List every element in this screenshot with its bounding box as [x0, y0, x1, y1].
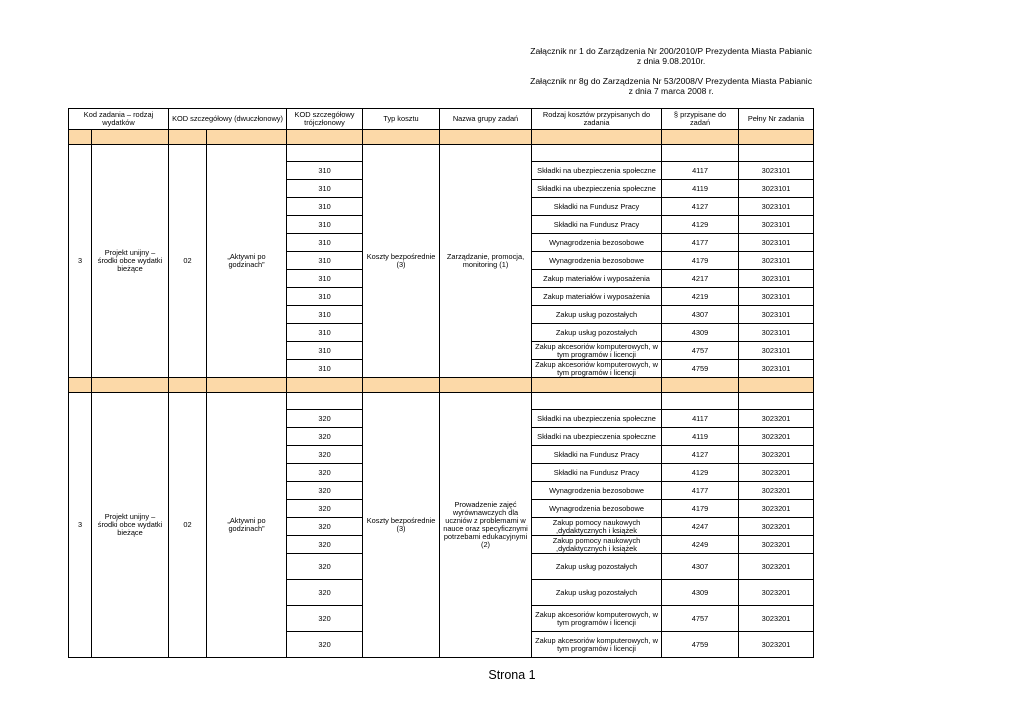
- page-number: Strona 1: [488, 668, 536, 682]
- kod-trojczlonowy-cell: 320: [287, 606, 363, 632]
- rodzaj-kosztow-cell: Wynagrodzenia bezosobowe: [532, 252, 662, 270]
- pelny-nr-cell: 3023101: [739, 198, 814, 216]
- kod-dwuczlonowy-number: 02: [169, 393, 207, 658]
- pelny-nr-cell: 3023101: [739, 288, 814, 306]
- paragraf-cell: 4217: [662, 270, 739, 288]
- paragraf-cell: 4179: [662, 500, 739, 518]
- typ-kosztu: Koszty bezpośrednie (3): [363, 145, 440, 378]
- typ-kosztu: Koszty bezpośrednie (3): [363, 393, 440, 658]
- paragraf-cell: 4117: [662, 410, 739, 428]
- rodzaj-kosztow-cell: Wynagrodzenia bezosobowe: [532, 234, 662, 252]
- paragraf-cell: 4759: [662, 632, 739, 658]
- kod-trojczlonowy-cell: 320: [287, 500, 363, 518]
- kod-trojczlonowy-cell: 310: [287, 306, 363, 324]
- kod-trojczlonowy-cell: 310: [287, 252, 363, 270]
- kod-trojczlonowy-cell: 310: [287, 360, 363, 378]
- col-header-rodzaj-kosztow: Rodzaj kosztów przypisanych do zadania: [532, 109, 662, 130]
- separator-cell: [169, 378, 207, 393]
- separator-cell: [363, 378, 440, 393]
- paragraf-cell: 4119: [662, 428, 739, 446]
- rodzaj-kosztow-cell: Zakup akcesoriów komputerowych, w tym programów i licencji: [532, 606, 662, 632]
- pelny-nr-cell: 3023201: [739, 632, 814, 658]
- kod-dwuczlonowy-text: „Aktywni po godzinach”: [207, 145, 287, 378]
- pelny-nr-cell: 3023201: [739, 428, 814, 446]
- rodzaj-kosztow-cell: Wynagrodzenia bezosobowe: [532, 482, 662, 500]
- rodzaj-blank: [532, 393, 662, 410]
- kod-trojczlonowy-cell: 310: [287, 270, 363, 288]
- pelny-nr-cell: 3023101: [739, 360, 814, 378]
- section-blank-row: [69, 145, 814, 162]
- kod-dwuczlonowy-text: „Aktywni po godzinach”: [207, 393, 287, 658]
- rodzaj-kosztow-cell: Zakup usług pozostałych: [532, 324, 662, 342]
- kod-trojczlonowy-blank: [287, 393, 363, 410]
- header-line-4: z dnia 7 marca 2008 r.: [628, 86, 714, 96]
- col-header-kod-zadania: Kod zadania – rodzaj wydatków: [69, 109, 169, 130]
- paragraf-cell: 4309: [662, 324, 739, 342]
- pelny-nr-cell: 3023101: [739, 216, 814, 234]
- kod-trojczlonowy-cell: 310: [287, 342, 363, 360]
- pelny-nr-cell: 3023101: [739, 252, 814, 270]
- separator-cell: [92, 378, 169, 393]
- separator-cell: [169, 130, 207, 145]
- pelny-nr-cell: 3023201: [739, 518, 814, 536]
- kod-trojczlonowy-cell: 320: [287, 536, 363, 554]
- pelny-nr-cell: 3023201: [739, 482, 814, 500]
- col-header-pelny-nr: Pełny Nr zadania: [739, 109, 814, 130]
- paragraf-cell: 4177: [662, 234, 739, 252]
- paragraf-cell: 4757: [662, 606, 739, 632]
- header-line-1: Załącznik nr 1 do Zarządzenia Nr 200/2010/P Prezydenta Miasta Pabianic: [530, 46, 812, 56]
- kod-trojczlonowy-cell: 310: [287, 288, 363, 306]
- pelny-nr-blank: [739, 145, 814, 162]
- separator-cell: [69, 130, 92, 145]
- paragraf-cell: 4247: [662, 518, 739, 536]
- rodzaj-kosztow-cell: Składki na Fundusz Pracy: [532, 446, 662, 464]
- document-header: [530, 46, 812, 106]
- paragraf-cell: 4177: [662, 482, 739, 500]
- separator-cell: [363, 130, 440, 145]
- pelny-nr-cell: 3023201: [739, 446, 814, 464]
- header-block-2: [530, 76, 812, 96]
- header-line-3: Załącznik nr 8g do Zarządzenia Nr 53/2008/V Prezydenta Miasta Pabianic: [530, 76, 812, 86]
- paragraf-cell: 4309: [662, 580, 739, 606]
- rodzaj-kosztow-cell: Zakup pomocy naukowych ,dydaktycznych i książek: [532, 518, 662, 536]
- header-line-2: z dnia 9.08.2010r.: [636, 56, 706, 66]
- nazwa-grupy-zadan: Prowadzenie zajęć wyrównawczych dla uczniów z problemami w nauce oraz specyficznymi potrzebami edukacyjnymi (2): [440, 393, 532, 658]
- paragraf-cell: 4219: [662, 288, 739, 306]
- kod-zadania-text: Projekt unijny – środki obce wydatki bieżące: [92, 145, 169, 378]
- rodzaj-kosztow-cell: Wynagrodzenia bezosobowe: [532, 500, 662, 518]
- kod-zadania-number: 3: [69, 393, 92, 658]
- rodzaj-kosztow-cell: Składki na Fundusz Pracy: [532, 464, 662, 482]
- rodzaj-kosztow-cell: Zakup materiałów i wyposażenia: [532, 270, 662, 288]
- pelny-nr-cell: 3023101: [739, 234, 814, 252]
- kod-dwuczlonowy-number: 02: [169, 145, 207, 378]
- rodzaj-kosztow-cell: Składki na ubezpieczenia społeczne: [532, 180, 662, 198]
- rodzaj-kosztow-cell: Składki na ubezpieczenia społeczne: [532, 162, 662, 180]
- pelny-nr-cell: 3023201: [739, 606, 814, 632]
- paragraf-cell: 4129: [662, 216, 739, 234]
- kod-zadania-number: 3: [69, 145, 92, 378]
- separator-cell: [207, 378, 287, 393]
- rodzaj-kosztow-cell: Zakup akcesoriów komputerowych, w tym programów i licencji: [532, 342, 662, 360]
- kod-trojczlonowy-cell: 310: [287, 198, 363, 216]
- pelny-nr-blank: [739, 393, 814, 410]
- paragraf-cell: 4179: [662, 252, 739, 270]
- rodzaj-kosztow-cell: Składki na Fundusz Pracy: [532, 216, 662, 234]
- rodzaj-kosztow-cell: Zakup akcesoriów komputerowych, w tym programów i licencji: [532, 360, 662, 378]
- rodzaj-kosztow-cell: Zakup usług pozostałych: [532, 306, 662, 324]
- col-header-nazwa-grupy: Nazwa grupy zadań: [440, 109, 532, 130]
- separator-cell: [287, 378, 363, 393]
- rodzaj-kosztow-cell: Zakup materiałów i wyposażenia: [532, 288, 662, 306]
- kod-trojczlonowy-cell: 320: [287, 410, 363, 428]
- section-separator-row: [69, 378, 814, 393]
- rodzaj-blank: [532, 145, 662, 162]
- rodzaj-kosztow-cell: Składki na ubezpieczenia społeczne: [532, 410, 662, 428]
- separator-cell: [287, 130, 363, 145]
- separator-cell: [739, 130, 814, 145]
- separator-cell: [207, 130, 287, 145]
- separator-cell: [739, 378, 814, 393]
- paragraf-blank: [662, 393, 739, 410]
- pelny-nr-cell: 3023101: [739, 342, 814, 360]
- rodzaj-kosztow-cell: Zakup pomocy naukowych ,dydaktycznych i książek: [532, 536, 662, 554]
- paragraf-cell: 4129: [662, 464, 739, 482]
- paragraf-cell: 4307: [662, 554, 739, 580]
- cost-table: [68, 108, 814, 658]
- section-blank-row: [69, 393, 814, 410]
- kod-trojczlonowy-cell: 320: [287, 482, 363, 500]
- table-header-row: [69, 109, 814, 130]
- col-header-kod-dwuczlonowy: KOD szczegółowy (dwuczłonowy): [169, 109, 287, 130]
- kod-trojczlonowy-cell: 310: [287, 162, 363, 180]
- rodzaj-kosztow-cell: Składki na Fundusz Pracy: [532, 198, 662, 216]
- paragraf-blank: [662, 145, 739, 162]
- separator-cell: [440, 130, 532, 145]
- kod-trojczlonowy-cell: 320: [287, 554, 363, 580]
- kod-trojczlonowy-cell: 310: [287, 216, 363, 234]
- separator-cell: [92, 130, 169, 145]
- kod-trojczlonowy-blank: [287, 145, 363, 162]
- kod-zadania-text: Projekt unijny – środki obce wydatki bieżące: [92, 393, 169, 658]
- paragraf-cell: 4249: [662, 536, 739, 554]
- kod-trojczlonowy-cell: 320: [287, 632, 363, 658]
- pelny-nr-cell: 3023101: [739, 180, 814, 198]
- pelny-nr-cell: 3023201: [739, 500, 814, 518]
- pelny-nr-cell: 3023101: [739, 324, 814, 342]
- separator-cell: [532, 378, 662, 393]
- col-header-typ-kosztu: Typ kosztu: [363, 109, 440, 130]
- pelny-nr-cell: 3023201: [739, 464, 814, 482]
- separator-cell: [532, 130, 662, 145]
- kod-trojczlonowy-cell: 320: [287, 518, 363, 536]
- pelny-nr-cell: 3023101: [739, 270, 814, 288]
- rodzaj-kosztow-cell: Zakup usług pozostałych: [532, 554, 662, 580]
- kod-trojczlonowy-cell: 320: [287, 580, 363, 606]
- rodzaj-kosztow-cell: Zakup usług pozostałych: [532, 580, 662, 606]
- kod-trojczlonowy-cell: 320: [287, 446, 363, 464]
- table-body: [69, 130, 814, 658]
- rodzaj-kosztow-cell: Zakup akcesoriów komputerowych, w tym programów i licencji: [532, 632, 662, 658]
- pelny-nr-cell: 3023201: [739, 410, 814, 428]
- paragraf-cell: 4127: [662, 198, 739, 216]
- kod-trojczlonowy-cell: 310: [287, 234, 363, 252]
- pelny-nr-cell: 3023101: [739, 162, 814, 180]
- pelny-nr-cell: 3023201: [739, 554, 814, 580]
- paragraf-cell: 4117: [662, 162, 739, 180]
- kod-trojczlonowy-cell: 320: [287, 428, 363, 446]
- col-header-kod-trojczlonowy: KOD szczegółowy trójczłonowy: [287, 109, 363, 130]
- kod-trojczlonowy-cell: 310: [287, 180, 363, 198]
- paragraf-cell: 4307: [662, 306, 739, 324]
- separator-cell: [662, 378, 739, 393]
- pelny-nr-cell: 3023201: [739, 536, 814, 554]
- col-header-paragraf: § przypisane do zadań: [662, 109, 739, 130]
- paragraf-cell: 4757: [662, 342, 739, 360]
- kod-trojczlonowy-cell: 320: [287, 464, 363, 482]
- paragraf-cell: 4119: [662, 180, 739, 198]
- pelny-nr-cell: 3023201: [739, 580, 814, 606]
- paragraf-cell: 4759: [662, 360, 739, 378]
- kod-trojczlonowy-cell: 310: [287, 324, 363, 342]
- nazwa-grupy-zadan: Zarządzanie, promocja, monitoring (1): [440, 145, 532, 378]
- separator-cell: [662, 130, 739, 145]
- header-block-1: [530, 46, 812, 66]
- section-separator-row: [69, 130, 814, 145]
- pelny-nr-cell: 3023101: [739, 306, 814, 324]
- paragraf-cell: 4127: [662, 446, 739, 464]
- rodzaj-kosztow-cell: Składki na ubezpieczenia społeczne: [532, 428, 662, 446]
- separator-cell: [440, 378, 532, 393]
- separator-cell: [69, 378, 92, 393]
